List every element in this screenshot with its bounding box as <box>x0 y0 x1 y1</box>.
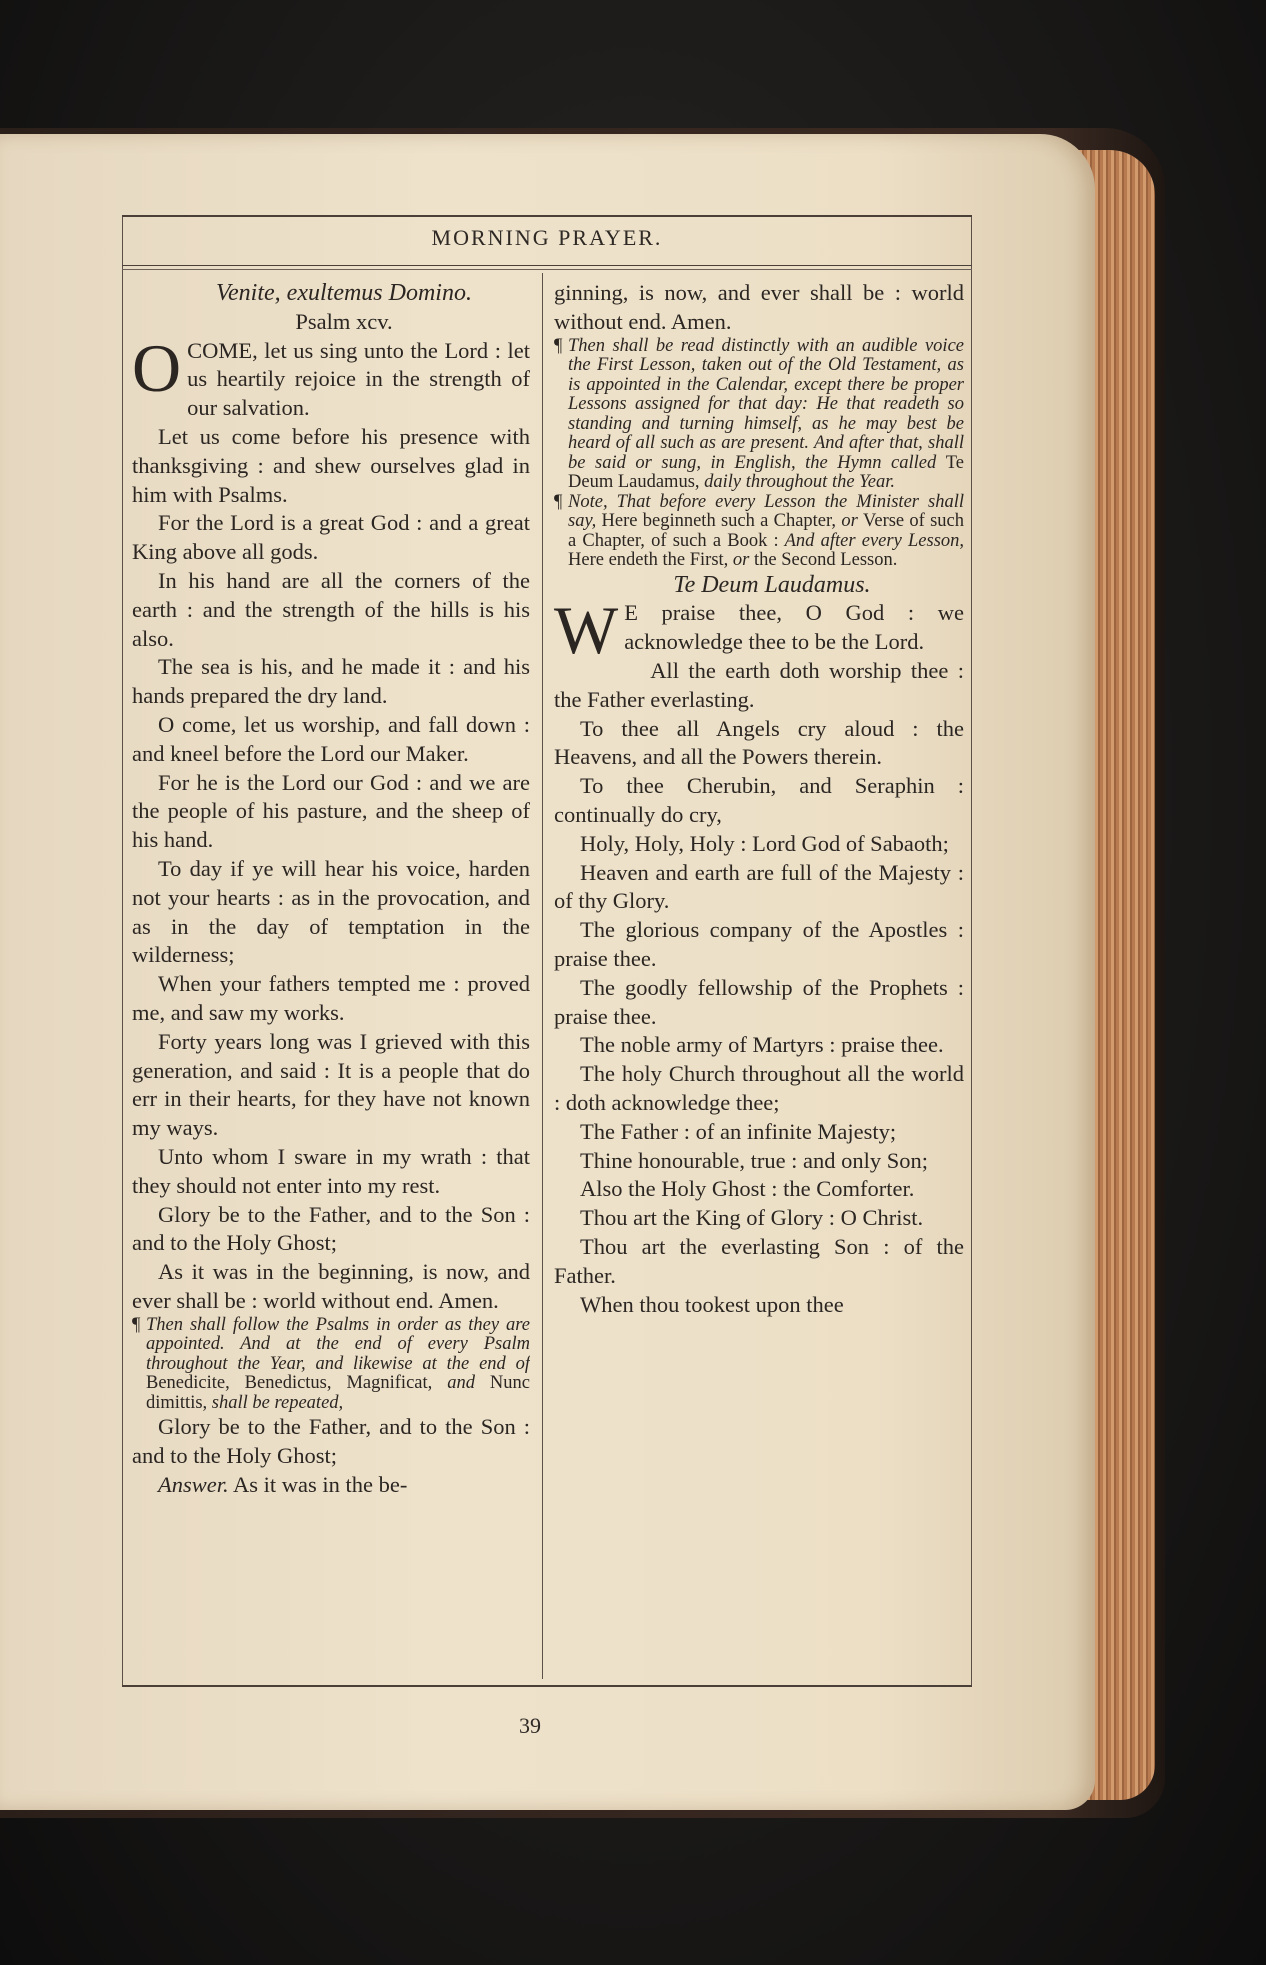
te-deum-verse-6: Heaven and earth are full of the Majesty : of thy Glory. <box>554 859 964 914</box>
rubric-nunc: Nunc dimittis, <box>146 1373 530 1413</box>
te-deum-verse-1 <box>554 592 964 669</box>
te-deum-verse-5: Holy, Holy, Holy : Lord God of Sabaoth; <box>580 830 949 856</box>
gloria-patri: Glory be to the Father, and to the Son : and to the Holy Ghost; <box>132 1201 530 1256</box>
rubric-text: Then shall follow the Psalms in order as they are appointed. And at the end of every Psalm throughout the Year, and likewise at the end of <box>146 1314 530 1374</box>
rubric-psalms <box>132 1316 530 1414</box>
te-deum-verse-14: Thou art the King of Glory : O Christ. <box>580 1205 924 1231</box>
te-deum-verse-2: All the earth doth worship thee : the Father everlasting. <box>554 657 964 712</box>
te-deum-title: Te Deum Laudamus. <box>673 571 871 598</box>
venite-verse-5: The sea is his, and he made it : and his hands prepared the dry land. <box>132 654 530 709</box>
running-head: MORNING PRAYER. <box>431 225 663 250</box>
te-deum-verse-11: The Father : of an infinite Majesty; <box>580 1118 897 1144</box>
venite-verse-9: When your fathers tempted me : proved me, and saw my works. <box>132 971 530 1025</box>
venite-psalm: Psalm xcv. <box>295 308 393 334</box>
venite-title: Venite, exultemus Domino. <box>216 280 472 306</box>
venite-verse-7: For he is the Lord our God : and we are the people of his pasture, and the sheep of his hand. <box>132 769 530 853</box>
te-deum-verse-3: To thee all Angels cry aloud : the Heavens, and all the Powers therein. <box>554 715 964 770</box>
te-deum-verse-4: To thee Cherubin, and Seraphin : continually do cry, <box>554 773 964 827</box>
frame-rule-right <box>971 217 972 1685</box>
frame-rule-left <box>122 217 123 1685</box>
left-column <box>132 279 530 1677</box>
sicut-erat-cont: ginning, is now, and ever shall be : world without end. Amen. <box>554 280 964 334</box>
te-deum-verse-16: When thou tookest upon thee <box>580 1291 844 1317</box>
gloria-patri-2: Glory be to the Father, and to the Son : and to the Holy Ghost; <box>132 1414 530 1468</box>
rubric-end: daily throughout the Year. <box>704 472 895 493</box>
rubric-note-f: Here endeth the First, <box>568 550 729 571</box>
rubric-note-e: And after every Lesson, <box>784 530 964 551</box>
venite-verse-4: In his hand are all the corners of the earth : and the strength of the hills is his also. <box>132 567 530 651</box>
sicut-erat: As it was in the beginning, is now, and ever shall be : world without end. Amen. <box>132 1259 530 1313</box>
te-deum-verse-10: The holy Church throughout all the world : doth acknowledge thee; <box>554 1061 964 1115</box>
venite-verse-11: Unto whom I sware in my wrath : that they should not enter into my rest. <box>132 1143 530 1198</box>
column-divider <box>542 273 543 1679</box>
page-number: 39 <box>519 1713 541 1738</box>
rubric-note-b: Here beginneth such a Chapter, <box>601 511 837 532</box>
venite-verse-1 <box>132 329 530 423</box>
rubric-note-h: the Second Lesson. <box>754 550 898 571</box>
drop-cap-w: W <box>554 592 619 669</box>
pilcrow-icon: ¶ <box>132 1314 141 1335</box>
right-column <box>554 279 964 1677</box>
pilcrow-icon: ¶ <box>554 335 563 356</box>
venite-verse-2: Let us come before his presence with thanksgiving : and shew ourselves glad in him with Psalms. <box>132 423 530 507</box>
rubric-and: and <box>447 1373 475 1394</box>
te-deum-verse-15: Thou art the everlasting Son : of the Father. <box>554 1233 964 1288</box>
answer-label: Answer. <box>158 1471 229 1497</box>
rubric-note-c: or <box>841 511 858 532</box>
rubric-canticles: Benedicite, Benedictus, Magnificat, <box>146 1373 433 1394</box>
te-deum-verse-9: The noble army of Martyrs : praise thee. <box>580 1032 944 1058</box>
venite-verse-10: Forty years long was I grieved with this generation, and said : It is a people that do err in their hearts, for they have not known my ways. <box>132 1028 530 1141</box>
verse-text: E praise thee, O God : we acknowledge thee to be the Lord. <box>624 600 964 655</box>
answer-text: As it was in the be- <box>233 1471 408 1497</box>
rubric-note-d: Verse of such a Chapter, of such a Book : <box>568 511 964 551</box>
venite-verse-8: To day if ye will hear his voice, harden not your hearts : as in the provocation, and as in the day of temptation in the wilderness; <box>132 855 530 968</box>
venite-verse-6: O come, let us worship, and fall down : and kneel before the Lord our Maker. <box>132 711 530 766</box>
rubric-end: shall be repeated, <box>211 1392 344 1413</box>
answer-line <box>132 1471 530 1500</box>
header-rule <box>122 265 972 266</box>
header-rule-thin <box>122 269 972 270</box>
rubric-note <box>554 493 964 571</box>
rubric-first-lesson <box>554 337 964 493</box>
drop-cap-o: O <box>132 329 182 406</box>
text-frame <box>122 215 972 1687</box>
rubric-te-deum: Te Deum Laudamus, <box>568 452 964 493</box>
te-deum-verse-8: The goodly fellowship of the Prophets : praise thee. <box>554 974 964 1029</box>
rubric-note-g: or <box>732 550 750 571</box>
te-deum-verse-12: Thine honourable, true : and only Son; <box>580 1147 929 1173</box>
te-deum-verse-13: Also the Holy Ghost : the Comforter. <box>580 1176 915 1202</box>
venite-verse-3: For the Lord is a great God : and a great King above all gods. <box>132 510 530 565</box>
te-deum-verse-7: The glorious company of the Apostles : praise thee. <box>554 917 964 971</box>
rubric-note-a: Note, That before every Lesson the Minister shall say, <box>568 491 964 532</box>
rubric-text: Then shall be read distinctly with an audible voice the First Lesson, taken out of the Old Testament, as is appointed in the Calendar, except there be proper Lessons assigned for that day: He that readeth so standing and turning himself, as he may best be heard of all such as are present. And after that, shall be said or sung, in English, the Hymn called <box>568 335 964 473</box>
pilcrow-icon: ¶ <box>554 491 563 512</box>
verse-text: COME, let us sing unto the Lord : let us heartily rejoice in the strength of our salvation. <box>187 337 530 421</box>
